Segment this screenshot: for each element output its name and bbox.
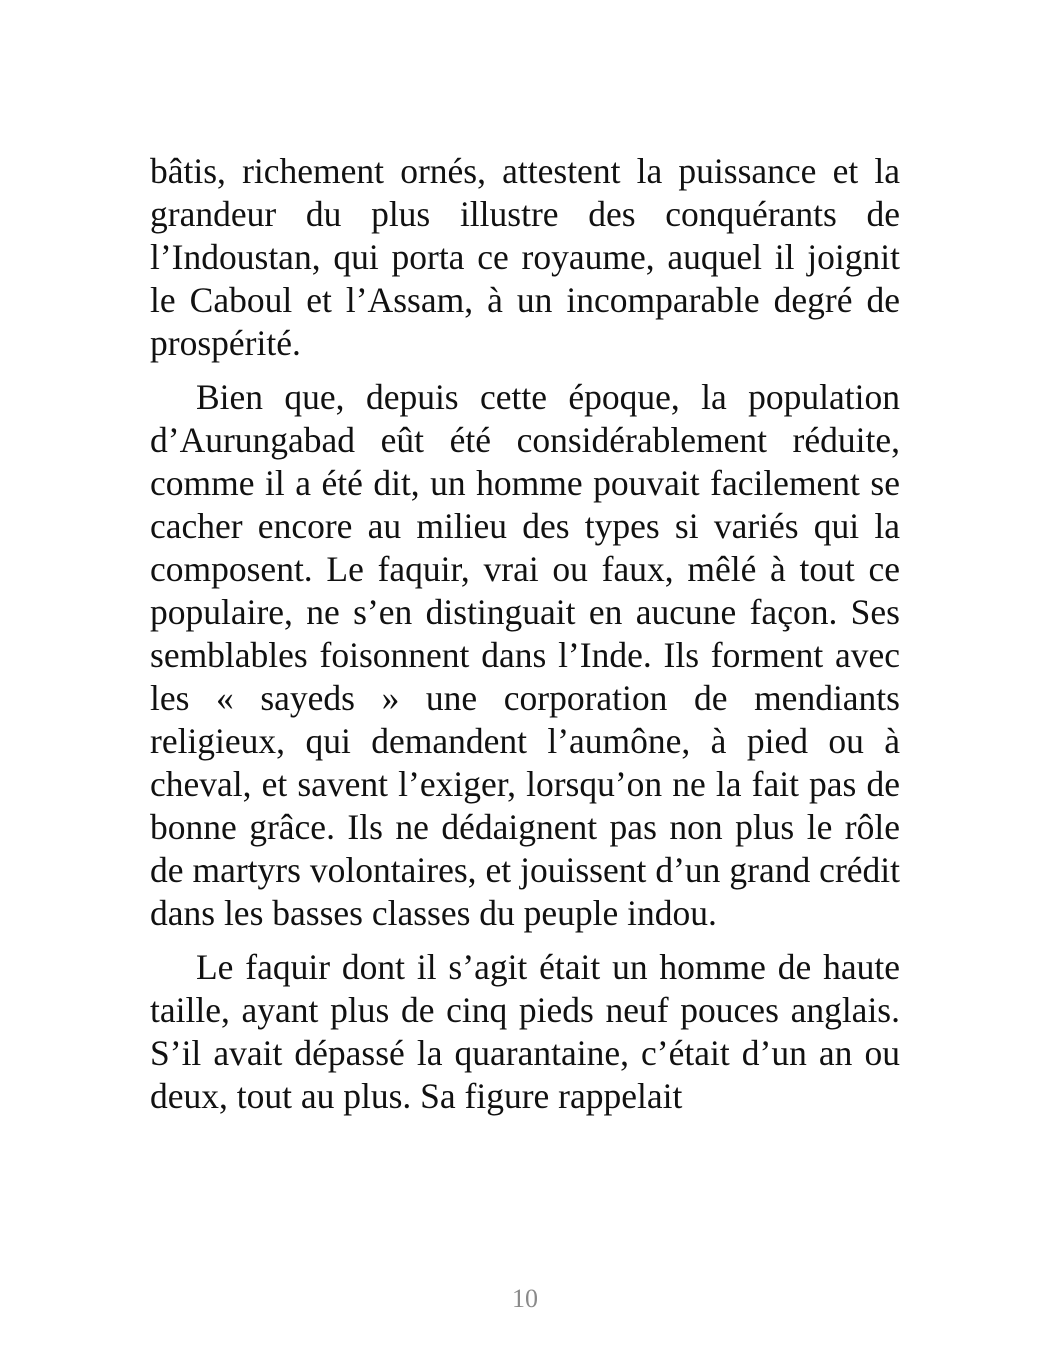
paragraph-continued: bâtis, richement ornés, attestent la puissance et la grandeur du plus illustre des conquérants de l’Indoustan, qui porta ce royaume, auquel il joignit le Caboul et l’Assam, à un incomparable degré de prospérité. <box>150 151 900 363</box>
paragraph-population: Bien que, depuis cette époque, la population d’Aurungabad eût été considérablement réduite, comme il a été dit, un homme pouvait facilement se cacher encore au milieu des types si variés qui la composent. Le faquir, vrai ou faux, mêlé à tout ce populaire, ne s’en distinguait en aucune façon. Ses semblables foisonnent dans l’Inde. Ils forment avec les « sayeds » une corporation de mendiants religieux, qui demandent l’aumône, à pied ou à cheval, et savent l’exiger, lorsqu’on ne la fait pas de bonne grâce. Ils ne dédaignent pas non plus le rôle de martyrs volontaires, et jouissent d’un grand crédit dans les basses classes du peuple indou. <box>150 377 900 933</box>
page-body <box>150 150 900 1129</box>
page-number: 10 <box>512 1284 538 1313</box>
paragraph-faquir: Le faquir dont il s’agit était un homme de haute taille, ayant plus de cinq pieds neuf pouces anglais. S’il avait dépassé la quarantaine, c’était d’un an ou deux, tout au plus. Sa figure rappelait <box>150 947 900 1116</box>
